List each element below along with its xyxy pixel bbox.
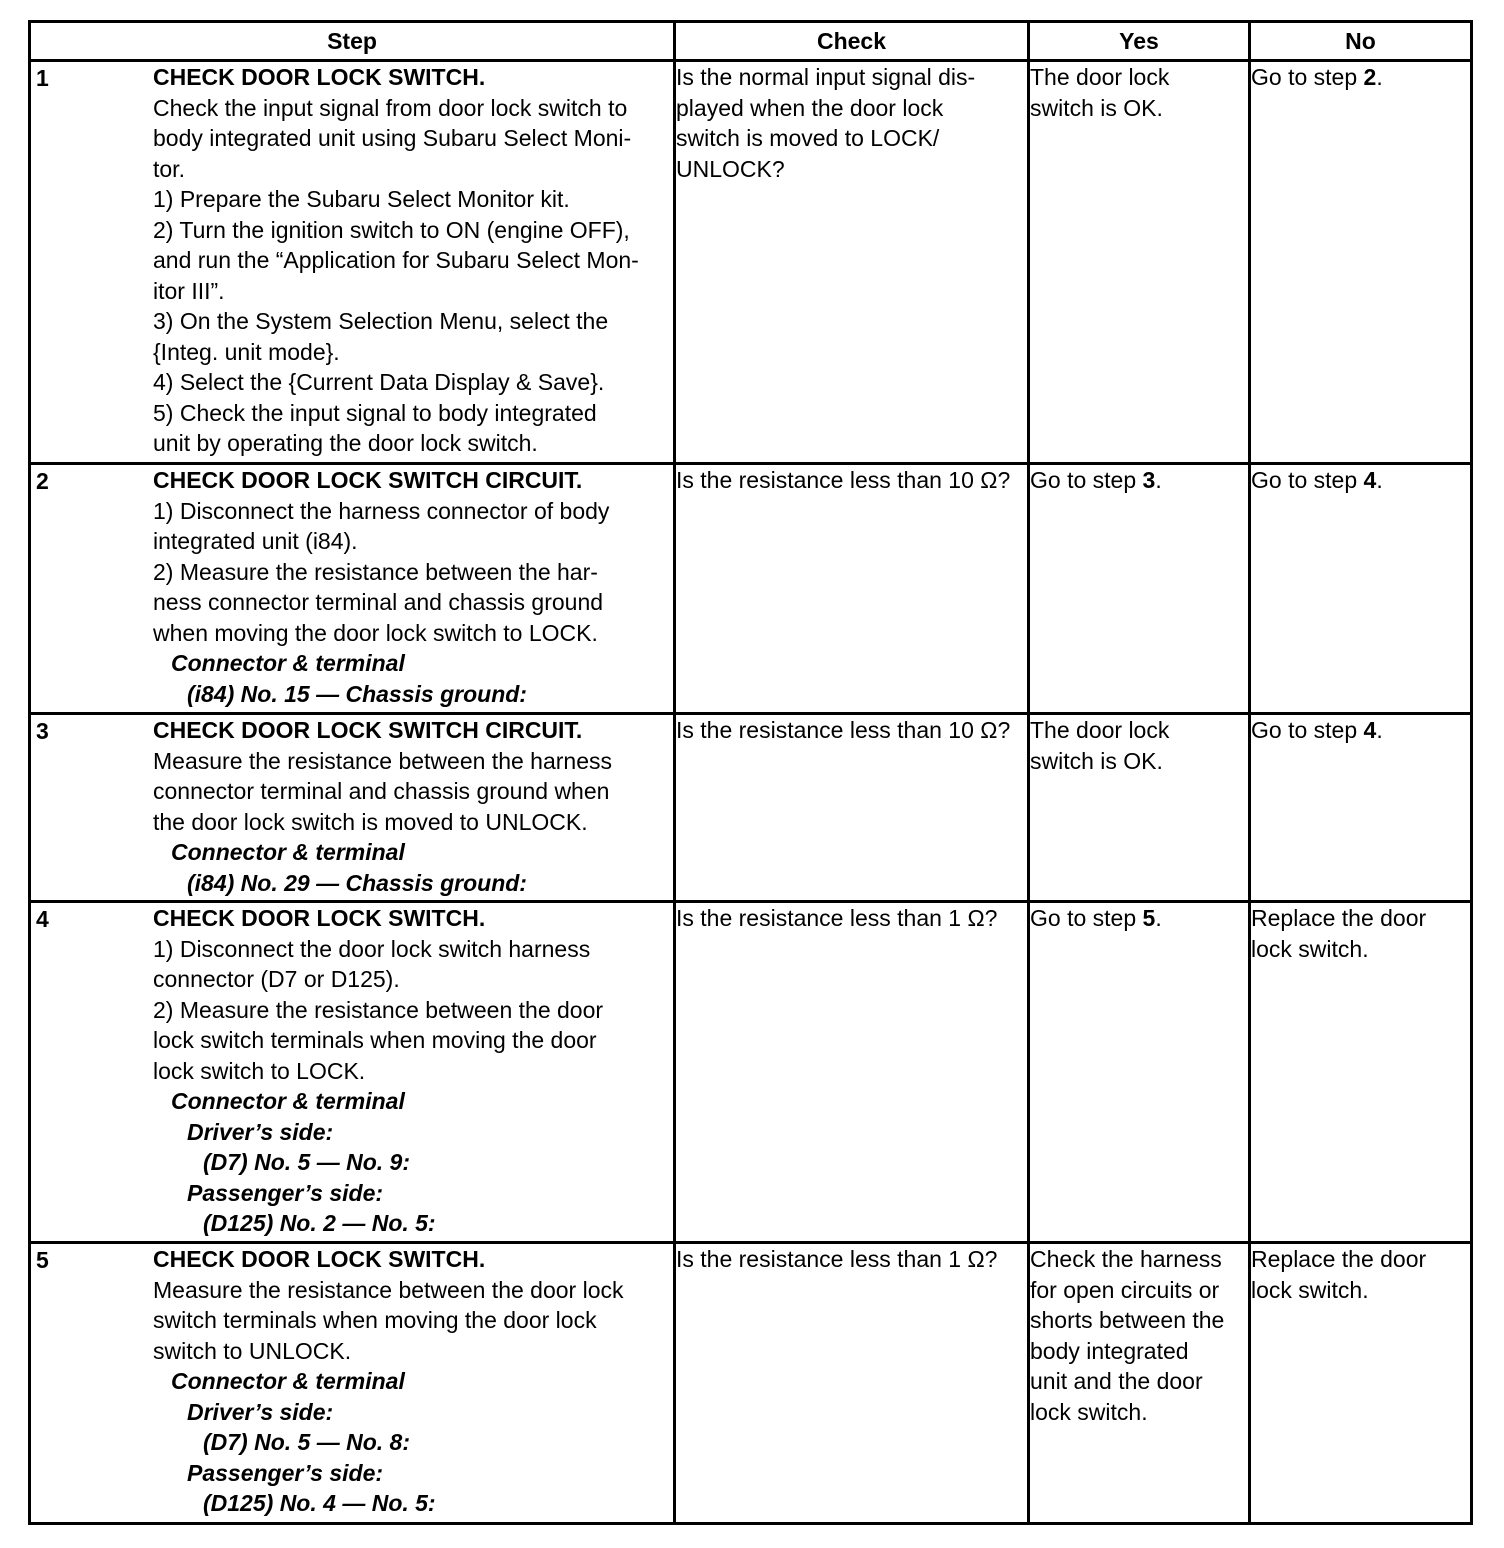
step-text: ness connector terminal and chassis ground	[153, 589, 604, 615]
step-text: 2) Turn the ignition switch to ON (engine OFF),	[153, 216, 630, 243]
table-row-step-1	[30, 61, 1472, 464]
connector-spec: (D7) No. 5 — No. 8:	[203, 1429, 411, 1455]
connector-spec: (i84) No. 29 — Chassis ground:	[187, 869, 527, 896]
step-text: and run the “Application for Subaru Select Mon-	[153, 247, 639, 273]
yes-column-header: Yes	[1029, 22, 1250, 61]
step-cell	[30, 1243, 675, 1524]
connector-spec-side: Driver’s side:	[187, 1398, 334, 1425]
step-text: Check the input signal from door lock switch to	[153, 94, 628, 121]
check-cell	[675, 902, 1029, 1243]
step-text: switch to UNLOCK.	[153, 1337, 352, 1364]
step-number: 5	[36, 1247, 49, 1273]
step-text: integrated unit (i84).	[153, 528, 358, 554]
yes-text: for open circuits or	[1030, 1276, 1220, 1303]
step-reference: 4	[1363, 467, 1377, 493]
table-header-row	[30, 22, 1472, 61]
step-number: 2	[36, 468, 49, 494]
connector-spec-side: Passenger’s side:	[187, 1179, 384, 1206]
step-title: CHECK DOOR LOCK SWITCH.	[153, 1246, 486, 1272]
step-cell	[30, 714, 675, 902]
yes-cell	[1029, 902, 1250, 1243]
no-text: Go to step 2.	[1251, 64, 1383, 90]
yes-text: switch is OK.	[1030, 747, 1163, 774]
step-text: lock switch terminals when moving the door	[153, 1027, 597, 1053]
connector-spec-heading: Connector & terminal	[171, 650, 405, 676]
step-reference: 4	[1363, 717, 1377, 743]
connector-spec: (D125) No. 4 — No. 5:	[203, 1490, 436, 1516]
table-row-step-3	[30, 714, 1472, 902]
step-number: 3	[36, 718, 49, 744]
check-text: Is the resistance less than 10 Ω?	[676, 717, 1011, 743]
yes-text: The door lock	[1030, 717, 1170, 743]
check-text: Is the resistance less than 1 Ω?	[676, 1246, 998, 1272]
yes-text: body integrated	[1030, 1337, 1189, 1364]
step-text: lock switch to LOCK.	[153, 1057, 366, 1084]
no-text: Replace the door	[1251, 905, 1427, 931]
check-cell	[675, 464, 1029, 714]
check-text: UNLOCK?	[676, 155, 785, 182]
step-text: when moving the door lock switch to LOCK.	[153, 619, 598, 646]
connector-spec-heading: Connector & terminal	[171, 1368, 405, 1394]
step-number: 4	[36, 906, 49, 932]
connector-spec: (i84) No. 15 — Chassis ground:	[187, 680, 527, 707]
yes-text: shorts between the	[1030, 1307, 1225, 1333]
no-cell	[1250, 714, 1472, 902]
step-text: unit by operating the door lock switch.	[153, 430, 538, 456]
no-cell	[1250, 1243, 1472, 1524]
step-text: 1) Disconnect the harness connector of body	[153, 497, 610, 524]
no-text: lock switch.	[1251, 935, 1369, 962]
step-text: switch terminals when moving the door lock	[153, 1307, 597, 1333]
yes-text: unit and the door	[1030, 1368, 1203, 1394]
yes-text: switch is OK.	[1030, 94, 1163, 121]
no-text: lock switch.	[1251, 1276, 1369, 1303]
step-text: the door lock switch is moved to UNLOCK.	[153, 808, 588, 835]
yes-cell	[1029, 61, 1250, 464]
step-text: {Integ. unit mode}.	[153, 338, 340, 365]
no-text: Go to step 4.	[1251, 467, 1383, 493]
yes-text: Check the harness	[1030, 1246, 1222, 1272]
step-text: body integrated unit using Subaru Select Moni-	[153, 125, 632, 151]
connector-spec-side: Passenger’s side:	[187, 1459, 384, 1486]
yes-cell	[1029, 714, 1250, 902]
no-cell	[1250, 464, 1472, 714]
step-text: Measure the resistance between the harness	[153, 747, 612, 774]
step-number: 1	[36, 65, 49, 91]
step-title: CHECK DOOR LOCK SWITCH.	[153, 64, 486, 90]
check-cell	[675, 61, 1029, 464]
table-row-step-4	[30, 902, 1472, 1243]
step-text: connector (D7 or D125).	[153, 966, 400, 992]
no-text: Replace the door	[1251, 1246, 1427, 1272]
step-text: Measure the resistance between the door lock	[153, 1276, 624, 1303]
step-text: tor.	[153, 155, 185, 182]
connector-spec: (D125) No. 2 — No. 5:	[203, 1210, 436, 1236]
check-cell	[675, 714, 1029, 902]
table-row-step-5	[30, 1243, 1472, 1524]
step-reference: 2	[1363, 64, 1377, 90]
step-reference: 3	[1142, 467, 1156, 493]
step-text: 2) Measure the resistance between the door	[153, 996, 604, 1023]
check-text: switch is moved to LOCK/	[676, 125, 940, 151]
yes-cell	[1029, 1243, 1250, 1524]
yes-cell	[1029, 464, 1250, 714]
step-text: itor III”.	[153, 277, 225, 304]
yes-text: lock switch.	[1030, 1398, 1148, 1425]
yes-text: Go to step 3.	[1030, 467, 1162, 493]
connector-spec-side: Driver’s side:	[187, 1118, 334, 1145]
connector-spec-heading: Connector & terminal	[171, 839, 405, 865]
no-column-header: No	[1250, 22, 1472, 61]
yes-text: The door lock	[1030, 64, 1170, 90]
step-cell	[30, 61, 675, 464]
step-column-header: Step	[30, 22, 675, 61]
check-cell	[675, 1243, 1029, 1524]
table-row-step-2	[30, 464, 1472, 714]
step-text: 4) Select the {Current Data Display & Save}.	[153, 369, 605, 395]
check-column-header: Check	[675, 22, 1029, 61]
yes-text: Go to step 5.	[1030, 905, 1162, 931]
connector-spec: (D7) No. 5 — No. 9:	[203, 1149, 411, 1175]
connector-spec-heading: Connector & terminal	[171, 1088, 405, 1114]
no-cell	[1250, 61, 1472, 464]
step-cell	[30, 464, 675, 714]
step-text: 5) Check the input signal to body integrated	[153, 399, 597, 426]
step-title: CHECK DOOR LOCK SWITCH CIRCUIT.	[153, 717, 583, 743]
no-cell	[1250, 902, 1472, 1243]
no-text: Go to step 4.	[1251, 717, 1383, 743]
diagnostic-procedure-table	[28, 20, 1473, 1525]
step-reference: 5	[1142, 905, 1156, 931]
step-text: connector terminal and chassis ground when	[153, 778, 610, 804]
step-cell	[30, 902, 675, 1243]
check-text: Is the normal input signal dis-	[676, 64, 976, 90]
step-title: CHECK DOOR LOCK SWITCH CIRCUIT.	[153, 467, 583, 493]
step-title: CHECK DOOR LOCK SWITCH.	[153, 905, 486, 931]
step-text: 3) On the System Selection Menu, select the	[153, 308, 609, 334]
step-text: 1) Disconnect the door lock switch harness	[153, 935, 591, 962]
step-text: 2) Measure the resistance between the har-	[153, 558, 598, 585]
check-text: played when the door lock	[676, 94, 944, 121]
step-text: 1) Prepare the Subaru Select Monitor kit.	[153, 186, 570, 212]
check-text: Is the resistance less than 1 Ω?	[676, 905, 998, 931]
check-text: Is the resistance less than 10 Ω?	[676, 467, 1011, 493]
